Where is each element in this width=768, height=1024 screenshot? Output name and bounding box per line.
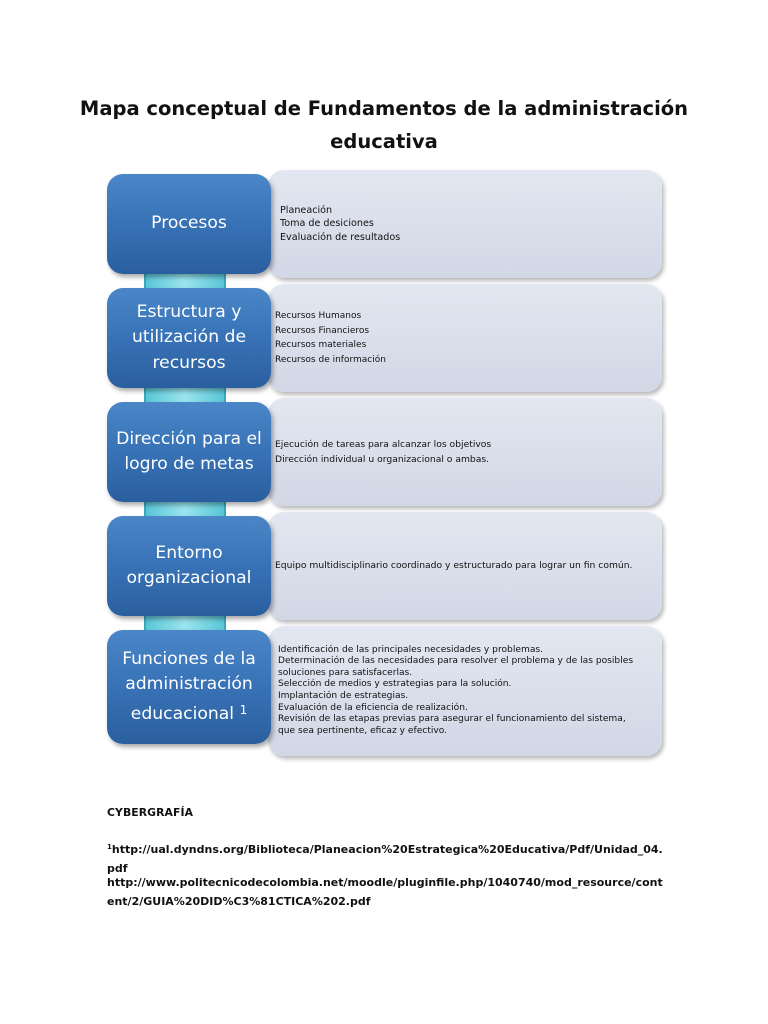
detail-item: Recursos de información: [275, 354, 386, 365]
detail-item: Revisión de las etapas previas para asegurar el funcionamiento del sistema, que sea pertinente, eficaz y efectivo.: [278, 714, 626, 736]
concept-box-entorno: [107, 516, 271, 616]
concept-box-funciones: [107, 630, 271, 744]
detail-item: Ejecución de tareas para alcanzar los objetivos: [275, 439, 492, 450]
detail-panel-funciones: [268, 626, 662, 756]
detail-panel-entorno: [268, 512, 662, 620]
reference-url[interactable]: http://ual.dyndns.org/Biblioteca/Planeacion%20Estrategica%20Educativa/Pdf/Unidad_04.pdf: [107, 843, 663, 875]
detail-item: Evaluación de la eficiencia de realización.: [278, 702, 468, 713]
concept-label-text: Funciones de la administración educacional: [122, 648, 256, 724]
detail-item: Planeación: [280, 205, 333, 217]
detail-panel-recursos: [268, 284, 662, 392]
reference-2: [107, 873, 667, 911]
reference-mark: 1: [107, 843, 112, 851]
detail-item: Dirección individual u organizacional o ambas.: [275, 454, 490, 465]
concept-box-procesos: [107, 174, 271, 274]
detail-item: Equipo multidisciplinario coordinado y estructurado para lograr un fin común.: [275, 560, 633, 572]
reference-url[interactable]: http://www.politecnicodecolombia.net/moodle/pluginfile.php/1040740/mod_resource/content/2/GUIA%20DID%C3%81CTICA%202.pdf: [107, 876, 663, 908]
concept-label: Entorno organizacional: [126, 542, 252, 588]
detail-item: Implantación de estrategias.: [278, 691, 409, 701]
concept-label: Procesos: [151, 213, 227, 234]
footnote-mark: 1: [239, 702, 248, 717]
detail-panel-procesos: [268, 170, 662, 278]
detail-item: Toma de desiciones: [280, 218, 374, 230]
concept-label: [113, 647, 265, 728]
detail-item: Recursos materiales: [275, 340, 367, 350]
reference-1: [107, 838, 667, 878]
concept-label: Estructura y utilización de recursos: [131, 301, 247, 373]
detail-item: Identificación de las principales necesidades y problemas.: [278, 644, 544, 655]
concept-label: Dirección para el logro de metas: [116, 428, 262, 474]
detail-item: Evaluación de resultados: [280, 231, 401, 243]
concept-box-direccion: [107, 402, 271, 502]
detail-item: Selección de medios y estrategias para la solución.: [278, 679, 512, 690]
detail-panel-direccion: [268, 398, 662, 506]
page-title: Mapa conceptual de Fundamentos de la administración educativa: [79, 97, 689, 153]
concept-box-recursos: [107, 288, 271, 388]
detail-item: Recursos Humanos: [275, 311, 362, 321]
detail-item: Recursos Financieros: [275, 325, 370, 336]
cybergrafia-heading: CYBERGRAFÍA: [107, 806, 194, 819]
detail-item: Determinación de las necesidades para resolver el problema y de las posibles soluciones para satisfacerlas.: [278, 656, 634, 678]
